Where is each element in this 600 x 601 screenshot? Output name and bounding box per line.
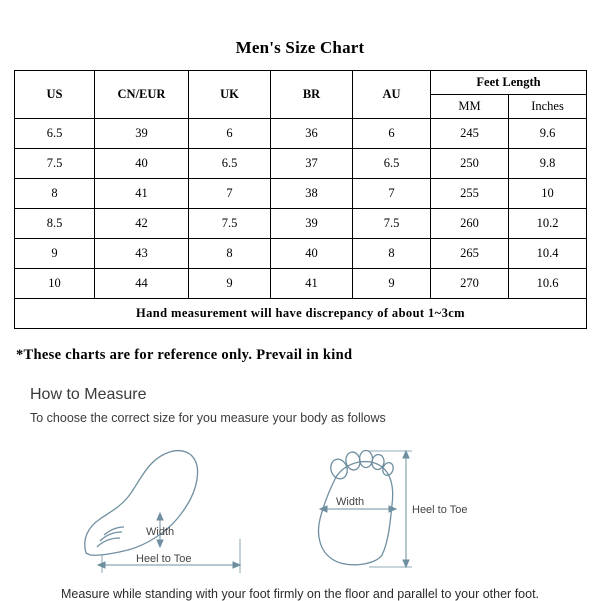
- cell-uk: 8: [189, 239, 271, 269]
- cell-uk: 6: [189, 119, 271, 149]
- table-header-row: [15, 71, 587, 95]
- cell-cn-eur: 42: [95, 209, 189, 239]
- cell-mm: 250: [431, 149, 509, 179]
- cell-br: 41: [271, 269, 353, 299]
- column-header-uk: UK: [189, 71, 271, 119]
- cell-inches: 10.6: [509, 269, 587, 299]
- table-row: [15, 179, 587, 209]
- side-view-length-label: Heel to Toe: [136, 553, 192, 565]
- top-view-length-label: Heel to Toe: [412, 504, 468, 516]
- cell-inches: 10.2: [509, 209, 587, 239]
- cell-us: 8.5: [15, 209, 95, 239]
- measurement-diagram: [14, 431, 586, 581]
- table-footnote: Hand measurement will have discrepancy of about 1~3cm: [15, 299, 587, 329]
- column-header-mm: MM: [431, 95, 509, 119]
- cell-au: 6.5: [353, 149, 431, 179]
- cell-uk: 9: [189, 269, 271, 299]
- page-title: Men's Size Chart: [235, 38, 365, 57]
- top-view-width-label: Width: [336, 496, 365, 508]
- cell-inches: 9.6: [509, 119, 587, 149]
- cell-br: 36: [271, 119, 353, 149]
- table-row: [15, 269, 587, 299]
- cell-au: 9: [353, 269, 431, 299]
- cell-cn-eur: 44: [95, 269, 189, 299]
- table-row: [15, 209, 587, 239]
- cell-us: 6.5: [15, 119, 95, 149]
- cell-cn-eur: 40: [95, 149, 189, 179]
- cell-au: 7: [353, 179, 431, 209]
- reference-note: *These charts are for reference only. Prevail in kind: [16, 347, 353, 363]
- cell-cn-eur: 41: [95, 179, 189, 209]
- cell-mm: 255: [431, 179, 509, 209]
- table-row: [15, 119, 587, 149]
- cell-mm: 270: [431, 269, 509, 299]
- table-footnote-row: [15, 299, 587, 329]
- cell-mm: 260: [431, 209, 509, 239]
- column-header-cn-eur: CN/EUR: [95, 71, 189, 119]
- column-header-inches: Inches: [509, 95, 587, 119]
- cell-inches: 10: [509, 179, 587, 209]
- table-row: [15, 239, 587, 269]
- cell-us: 7.5: [15, 149, 95, 179]
- cell-us: 9: [15, 239, 95, 269]
- cell-au: 8: [353, 239, 431, 269]
- cell-uk: 6.5: [189, 149, 271, 179]
- cell-us: 10: [15, 269, 95, 299]
- cell-mm: 245: [431, 119, 509, 149]
- cell-cn-eur: 43: [95, 239, 189, 269]
- cell-us: 8: [15, 179, 95, 209]
- cell-br: 37: [271, 149, 353, 179]
- column-header-au: AU: [353, 71, 431, 119]
- foot-side-view-icon: [85, 451, 198, 556]
- cell-br: 40: [271, 239, 353, 269]
- size-chart-table: [14, 70, 587, 329]
- cell-au: 6: [353, 119, 431, 149]
- cell-au: 7.5: [353, 209, 431, 239]
- cell-mm: 265: [431, 239, 509, 269]
- column-header-feet-length: Feet Length: [431, 71, 587, 95]
- column-header-us: US: [15, 71, 95, 119]
- cell-uk: 7: [189, 179, 271, 209]
- cell-br: 38: [271, 179, 353, 209]
- side-view-width-label: Width: [146, 526, 175, 538]
- cell-inches: 9.8: [509, 149, 587, 179]
- cell-cn-eur: 39: [95, 119, 189, 149]
- table-row: [15, 149, 587, 179]
- column-header-br: BR: [271, 71, 353, 119]
- measure-caption: Measure while standing with your foot firmly on the floor and parallel to your other foot.: [60, 587, 540, 601]
- how-to-measure-title: How to Measure: [30, 386, 147, 403]
- cell-br: 39: [271, 209, 353, 239]
- how-to-measure-subtitle: To choose the correct size for you measure your body as follows: [30, 411, 386, 425]
- cell-inches: 10.4: [509, 239, 587, 269]
- cell-uk: 7.5: [189, 209, 271, 239]
